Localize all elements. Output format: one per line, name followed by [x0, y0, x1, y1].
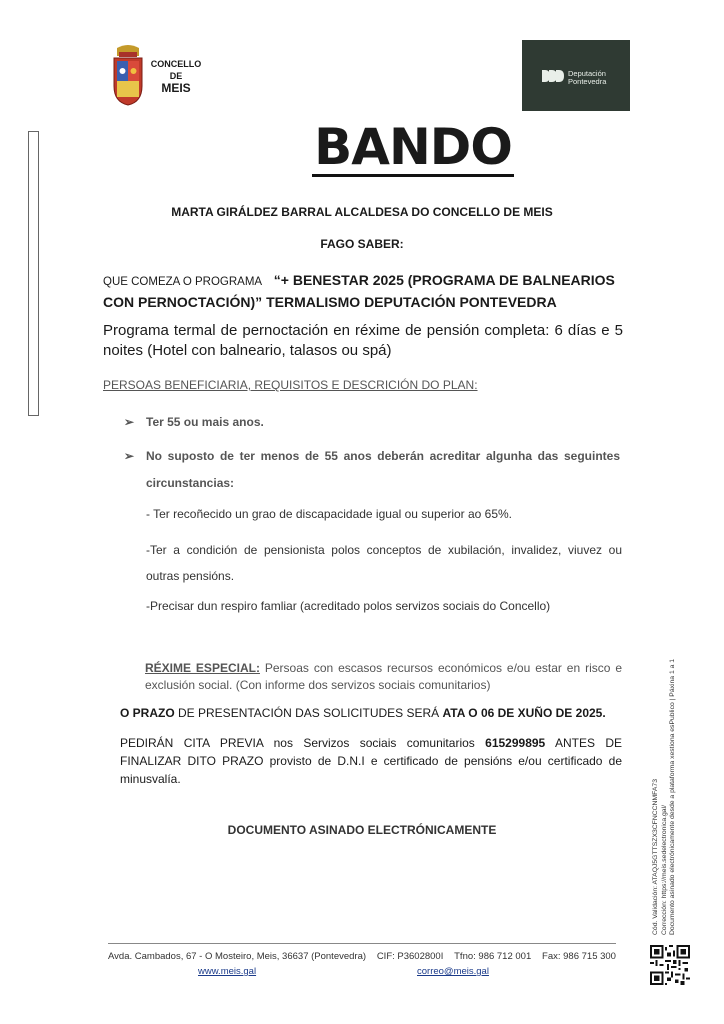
- deputacion-mark-icon: [541, 68, 565, 84]
- prazo-middle: DE PRESENTACIÓN DAS SOLICITUDES SERÁ: [174, 706, 443, 720]
- regime-especial: [145, 660, 622, 694]
- cita-rest: ANTES DE FINALIZAR DITO PRAZO provisto de D.N.I e certificado de pensións e/ou certificado de minusvalía.: [120, 736, 622, 786]
- concello-line2: DE: [169, 71, 183, 81]
- program-lead: QUE COMEZA O PROGRAMA: [103, 276, 263, 288]
- program-announcement: [103, 270, 623, 312]
- validation-line1: Cód. Validación: ATAQJ5GTTSZX3CFNCCNMFA73: [652, 779, 659, 935]
- program-name: “+ BENESTAR 2025 (PROGRAMA DE BALNEARIOS CON PERNOCTACIÓN)” TERMALISMO DEPUTACIÓN PONTEVEDRA: [103, 272, 615, 310]
- qr-code[interactable]: [650, 945, 690, 985]
- deputacion-logo: [522, 40, 630, 111]
- concello-line3: MEIS: [161, 81, 191, 95]
- page-title: BANDO: [314, 118, 512, 176]
- website-link[interactable]: www.meis.gal: [198, 966, 257, 977]
- concello-name: [148, 58, 204, 94]
- sub-item: -Ter a condición de pensionista polos conceptos de xubilación, invalidez, viuvez ou outras pensións.: [146, 543, 622, 583]
- validation-text: [652, 645, 678, 935]
- prazo-lead: O PRAZO: [120, 706, 175, 720]
- footer-fax: Fax: 986 715 300: [542, 951, 616, 962]
- regime-text: Persoas con escasos recursos económicos e/ou estar en risco e exclusión social. (Con informe dos servizos sociais comunitarios): [145, 661, 622, 692]
- footer-contact: [108, 951, 616, 962]
- cita-phone: 615299895: [485, 736, 546, 750]
- validation-line3: Documento asinado electrónicamente desde a plataforma xestiona esPublico | Páxina 1 a 1: [669, 658, 676, 935]
- arrow-bullet-icon: ➢: [124, 449, 135, 463]
- footer-address: Avda. Cambados, 67 - O Mosteiro, Meis, 36637 (Pontevedra): [108, 951, 367, 962]
- list-item: ➢ No suposto de ter menos de 55 anos deberán acreditar algunha das seguintes circunstancias:: [124, 443, 620, 497]
- section-heading: PERSOAS BENEFICIARIA, REQUISITOS E DESCRICIÓN DO PLAN:: [103, 378, 478, 392]
- issuer-line: MARTA GIRÁLDEZ BARRAL ALCALDESA DO CONCELLO DE MEIS: [171, 205, 553, 219]
- concello-crest-logo: [111, 44, 145, 106]
- sub-item: -Precisar dun respiro famliar (acreditado polos servizos sociais do Concello): [146, 599, 551, 613]
- sub-item: - Ter recoñecido un grao de discapacidade igual ou superior ao 65%.: [146, 507, 513, 521]
- email-link[interactable]: correo@meis.gal: [417, 966, 489, 977]
- deadline-paragraph: [120, 706, 622, 720]
- dep-line2: Pontevedra: [568, 77, 607, 86]
- list-item: ➢ Ter 55 ou mais anos.: [124, 415, 264, 429]
- program-description: Programa termal de pernoctación en réxime de pensión completa: 6 días e 5 noites (Hotel con balneario, talasos ou spá): [103, 322, 623, 359]
- footer-cif: CIF: P3602800I: [376, 951, 444, 962]
- dep-line1: Deputación: [568, 69, 606, 78]
- signed-notice: DOCUMENTO ASINADO ELECTRÓNICAMENTE: [227, 823, 497, 837]
- arrow-bullet-icon: ➢: [124, 415, 135, 429]
- appointment-paragraph: [120, 734, 622, 788]
- concello-line1: CONCELLO: [150, 59, 202, 69]
- footer-phone: Tfno: 986 712 001: [454, 951, 532, 962]
- prazo-date: ATA O 06 DE XUÑO DE 2025.: [442, 706, 606, 720]
- fago-saber: FAGO SABER:: [320, 237, 404, 251]
- validation-line2: Corrección: https://meis.sedelectronica.gal/: [660, 805, 668, 935]
- footer-divider: [108, 943, 616, 944]
- cita-lead: PEDIRÁN CITA PREVIA nos Servizos sociais comunitarios: [120, 736, 486, 750]
- regime-heading: RÉXIME ESPECIAL:: [145, 661, 260, 675]
